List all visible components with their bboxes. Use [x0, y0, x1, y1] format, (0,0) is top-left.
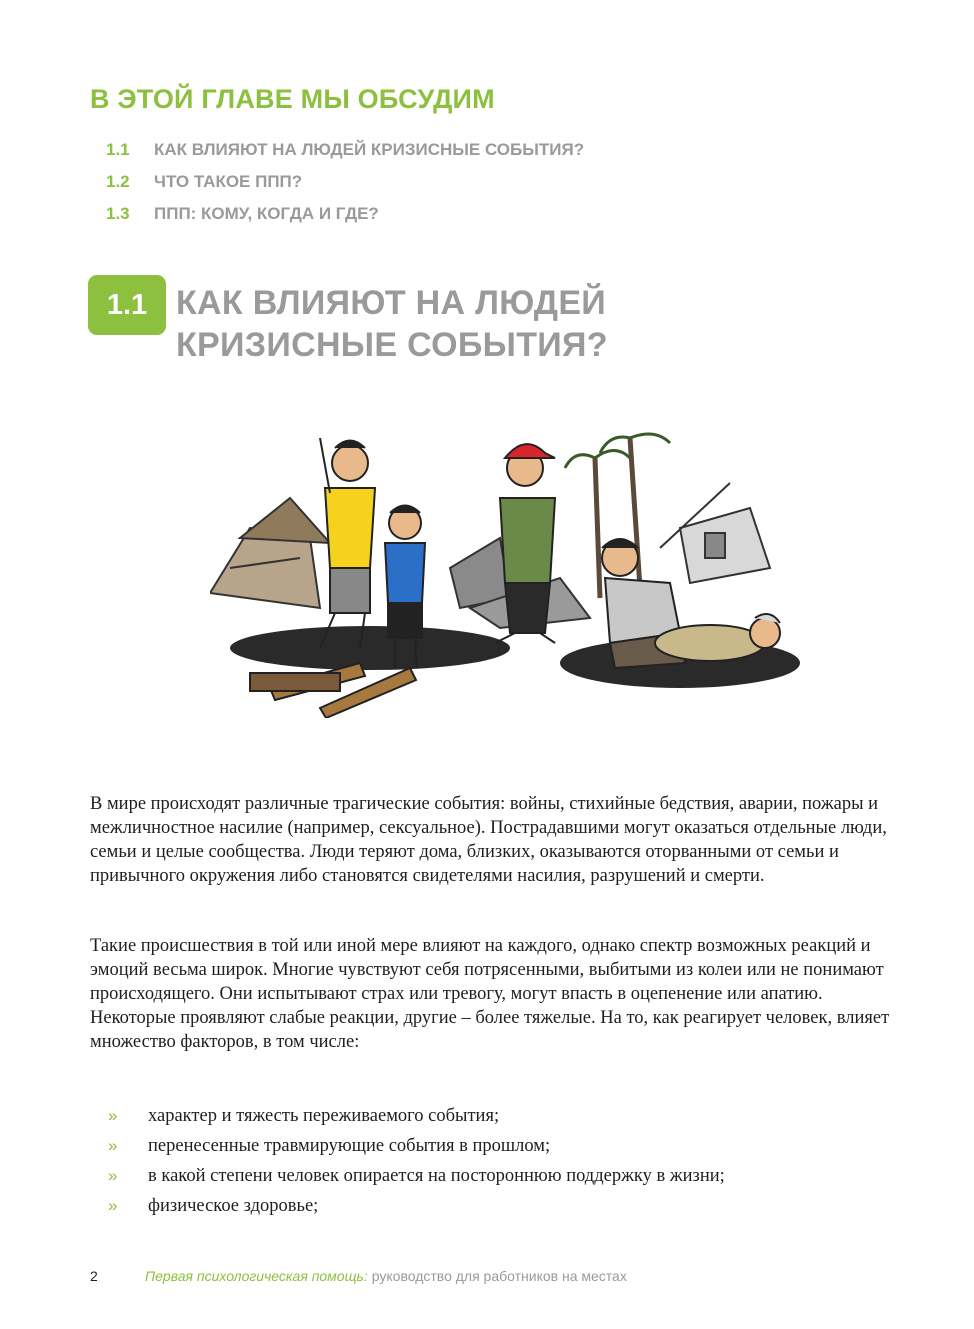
section-title	[176, 282, 608, 366]
list-item-text: перенесенные травмирующие события в прошлом;	[148, 1135, 551, 1156]
toc-label: ППП: КОМУ, КОГДА И ГДЕ?	[154, 204, 379, 223]
toc-label: ЧТО ТАКОЕ ППП?	[154, 172, 303, 191]
collapsed-house	[210, 498, 330, 608]
footer-document-title: Первая психологическая помощь:	[145, 1268, 368, 1284]
toc-number: 1.3	[106, 204, 130, 223]
ruined-building	[660, 483, 770, 583]
bullet-marker: »	[108, 1136, 118, 1155]
paragraph-2: Такие происшествия в той или иной мере влияют на каждого, однако спектр возможных реакций и эмоций весьма широк. Многие чувствуют себя потрясенными, выбитыми из колеи или не понимают происходящего. Они испытывают страх или тревогу, могут впасть в оцепенение или апатию. Некоторые проявляют слабые реакции, другие – более тяжелые. На то, как реагирует человек, влияет множество факторов, в том числе:	[90, 936, 890, 1052]
paragraph-1: В мире происходят различные трагические события: войны, стихийные бедствия, аварии, пожары и межличностное насилие (например, сексуальное). Пострадавшими могут оказаться отдельные люди, семьи и целые сообщества. Люди теряют дома, близких, оказываются оторванными от семьи и привычного окружения либо становятся свидетелями насилия, разрушений и смерти.	[90, 794, 887, 886]
list-item-text: физическое здоровье;	[148, 1195, 319, 1216]
toc-item-1-2[interactable]	[106, 166, 584, 198]
disaster-illustration	[210, 418, 810, 718]
list-item	[108, 1161, 725, 1191]
list-item	[108, 1191, 725, 1221]
chapter-toc	[106, 134, 584, 230]
bullet-marker: »	[108, 1106, 118, 1125]
footer-document-subtitle: руководство для работников на местах	[371, 1268, 627, 1284]
toc-number: 1.2	[106, 172, 130, 191]
section-title-line-1: КАК ВЛИЯЮТ НА ЛЮДЕЙ	[176, 284, 607, 322]
factor-list	[108, 1101, 725, 1221]
page-number: 2	[90, 1268, 98, 1284]
page-footer	[90, 1268, 627, 1284]
person-yellow-shirt	[320, 438, 375, 648]
mud-puddle	[230, 626, 510, 670]
chapter-heading: В ЭТОЙ ГЛАВЕ МЫ ОБСУДИМ	[90, 84, 495, 114]
toc-item-1-1[interactable]	[106, 134, 584, 166]
toc-number: 1.1	[106, 140, 130, 159]
section-title-line-2: КРИЗИСНЫЕ СОБЫТИЯ?	[176, 326, 608, 364]
toc-label: КАК ВЛИЯЮТ НА ЛЮДЕЙ КРИЗИСНЫЕ СОБЫТИЯ?	[154, 140, 585, 159]
list-item	[108, 1131, 725, 1161]
broken-planks	[250, 663, 416, 718]
toc-item-1-3[interactable]	[106, 198, 584, 230]
bullet-marker: »	[108, 1166, 118, 1185]
list-item-text: характер и тяжесть переживаемого события;	[148, 1105, 500, 1126]
list-item	[108, 1101, 725, 1131]
section-number-badge: 1.1	[88, 275, 166, 335]
list-item-text: в какой степени человек опирается на постороннюю поддержку в жизни;	[148, 1165, 725, 1186]
bullet-marker: »	[108, 1196, 118, 1215]
